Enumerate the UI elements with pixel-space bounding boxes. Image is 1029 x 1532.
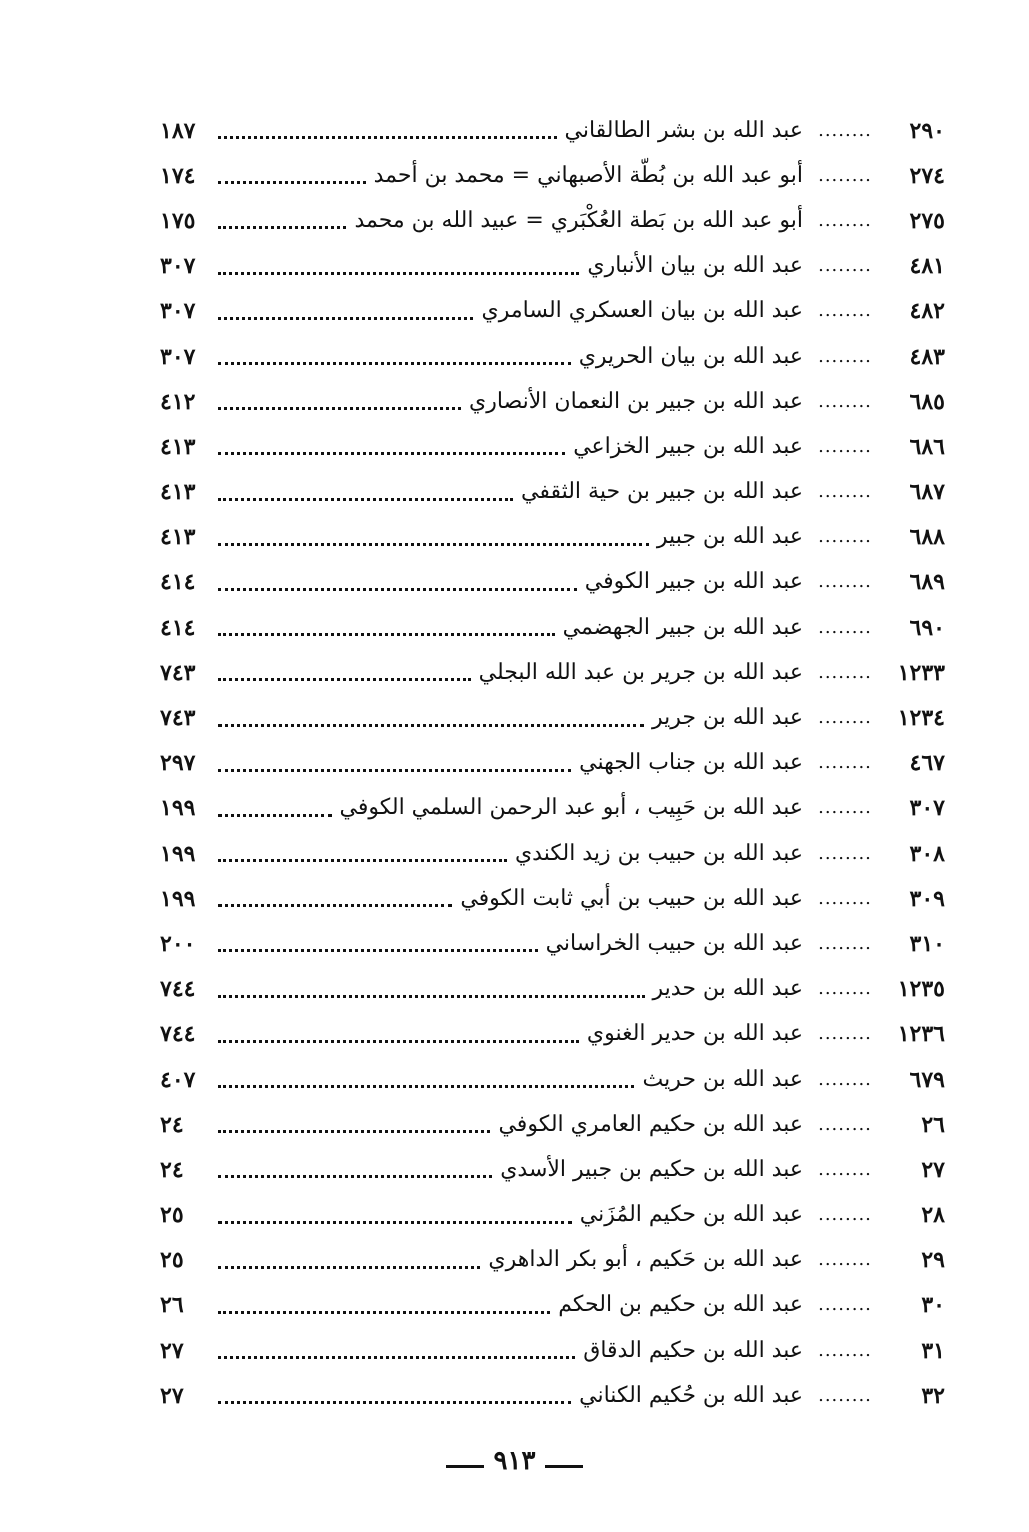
index-entry bbox=[160, 876, 945, 921]
index-entry bbox=[160, 1373, 945, 1418]
leader-dots: ........ bbox=[818, 618, 872, 637]
entry-page-number: ٢٠٠ bbox=[160, 930, 196, 957]
entry-page-number: ٤١٣ bbox=[160, 524, 196, 551]
entry-name: عبد الله بن جرير بن عبد الله البجلي bbox=[478, 659, 803, 685]
entry-number: ٢٧٥ bbox=[909, 207, 945, 234]
dot-leader-fill bbox=[218, 136, 557, 139]
entry-name: عبد الله بن حَكيم ، أبو بكر الداهري bbox=[488, 1247, 803, 1273]
entry-name: عبد الله بن بيان الحريري bbox=[578, 343, 803, 369]
index-entry bbox=[160, 1102, 945, 1147]
index-entry bbox=[160, 198, 945, 243]
leader-dots: ........ bbox=[818, 709, 872, 728]
leader-dots: ........ bbox=[818, 1115, 872, 1134]
leader-dots: ........ bbox=[818, 121, 872, 140]
entry-page-number: ٤٠٧ bbox=[160, 1066, 196, 1093]
index-entry bbox=[160, 650, 945, 695]
dot-leader-fill bbox=[218, 904, 452, 907]
entry-number: ٢٧٤ bbox=[909, 162, 945, 189]
index-entry bbox=[160, 379, 945, 424]
entry-name: عبد الله بن حبيب بن زيد الكندي bbox=[514, 840, 803, 866]
folio-number: ٩١٣ bbox=[493, 1446, 536, 1476]
entry-number: ٦٨٩ bbox=[909, 569, 945, 596]
entry-name: عبد الله بن حبيب الخراساني bbox=[545, 930, 803, 956]
dot-leader-fill bbox=[218, 317, 473, 320]
entry-page-number: ٢٤ bbox=[160, 1156, 184, 1183]
entry-name: عبد الله بن حكيم العامري الكوفي bbox=[498, 1111, 803, 1137]
entry-number: ١٢٣٤ bbox=[897, 705, 945, 732]
entry-page-number: ١٩٩ bbox=[160, 795, 196, 822]
entry-page-number: ٢٦ bbox=[160, 1292, 184, 1319]
entry-page-number: ٢٩٧ bbox=[160, 750, 196, 777]
leader-dots: ........ bbox=[818, 889, 872, 908]
leader-dots: ........ bbox=[818, 1386, 872, 1405]
entry-name: عبد الله بن حبيب بن أبي ثابت الكوفي bbox=[460, 885, 803, 911]
leader-dots: ........ bbox=[818, 799, 872, 818]
entry-name: عبد الله بن حريث bbox=[642, 1066, 803, 1092]
entry-number: ٢٦ bbox=[921, 1111, 945, 1138]
entry-page-number: ٤١٢ bbox=[160, 388, 196, 415]
leader-dots: ........ bbox=[818, 528, 872, 547]
entry-page-number: ٢٥ bbox=[160, 1202, 184, 1229]
entry-page-number: ٤١٣ bbox=[160, 479, 196, 506]
dot-leader-fill bbox=[218, 452, 565, 455]
entry-name: عبد الله بن حدير الغنوي bbox=[586, 1021, 803, 1047]
dot-leader-fill bbox=[218, 498, 513, 501]
entry-page-number: ١٨٧ bbox=[160, 117, 196, 144]
leader-dots: ........ bbox=[818, 980, 872, 999]
entry-name: عبد الله بن جبير الكوفي bbox=[584, 569, 803, 595]
dot-leader-fill bbox=[218, 859, 507, 862]
dot-leader-fill bbox=[218, 633, 555, 636]
entry-name: عبد الله بن حكيم بن الحكم bbox=[558, 1292, 803, 1318]
entry-page-number: ٧٤٤ bbox=[160, 976, 196, 1003]
entry-number: ٢٧ bbox=[921, 1156, 945, 1183]
dot-leader-fill bbox=[218, 1221, 572, 1224]
page-folio bbox=[0, 1446, 1029, 1476]
dot-leader-fill bbox=[218, 181, 366, 184]
entry-number: ٦٨٧ bbox=[909, 479, 945, 506]
entry-name: أبو عبد الله بن بَطة العُكْبَري = عبيد الله بن محمد bbox=[354, 207, 803, 233]
index-entry bbox=[160, 560, 945, 605]
dot-leader-fill bbox=[218, 769, 571, 772]
index-entry bbox=[160, 741, 945, 786]
dot-leader-fill bbox=[218, 814, 332, 817]
dot-leader-fill bbox=[218, 949, 538, 952]
entry-number: ٦٨٦ bbox=[909, 433, 945, 460]
entry-name: عبد الله بن حكيم بن جبير الأسدي bbox=[500, 1156, 803, 1182]
entry-number: ٤٨١ bbox=[909, 253, 945, 280]
entry-name: عبد الله بن جبير بن حية الثقفي bbox=[520, 479, 803, 505]
index-entry bbox=[160, 1057, 945, 1102]
leader-dots: ........ bbox=[818, 1341, 872, 1360]
entry-number: ٦٧٩ bbox=[909, 1066, 945, 1093]
folio-dash-left bbox=[545, 1465, 583, 1468]
dot-leader-fill bbox=[218, 1311, 550, 1314]
leader-dots: ........ bbox=[818, 1025, 872, 1044]
entry-page-number: ١٩٩ bbox=[160, 840, 196, 867]
index-entry bbox=[160, 695, 945, 740]
leader-dots: ........ bbox=[818, 754, 872, 773]
index-entry bbox=[160, 1328, 945, 1373]
index-entry bbox=[160, 605, 945, 650]
index-entry bbox=[160, 108, 945, 153]
entry-name: عبد الله بن حُكيم الكناني bbox=[579, 1382, 803, 1408]
entry-page-number: ١٧٤ bbox=[160, 162, 196, 189]
entry-page-number: ٧٤٣ bbox=[160, 705, 196, 732]
index-entry bbox=[160, 515, 945, 560]
entry-page-number: ١٧٥ bbox=[160, 207, 196, 234]
leader-dots: ........ bbox=[818, 302, 872, 321]
entry-name: عبد الله بن بيان الأنباري bbox=[587, 253, 803, 279]
entry-page-number: ٧٤٣ bbox=[160, 659, 196, 686]
entry-page-number: ١٩٩ bbox=[160, 885, 196, 912]
dot-leader-fill bbox=[218, 678, 471, 681]
entry-page-number: ٢٧ bbox=[160, 1337, 184, 1364]
leader-dots: ........ bbox=[818, 257, 872, 276]
entry-name: عبد الله بن بيان العسكري السامري bbox=[481, 298, 803, 324]
entry-page-number: ٢٥ bbox=[160, 1247, 184, 1274]
index-entry bbox=[160, 786, 945, 831]
entry-name: عبد الله بن جرير bbox=[651, 705, 803, 731]
leader-dots: ........ bbox=[818, 844, 872, 863]
entry-page-number: ٤١٤ bbox=[160, 569, 196, 596]
index-entry bbox=[160, 153, 945, 198]
entry-name: عبد الله بن جبير الجهضمي bbox=[562, 614, 803, 640]
entry-number: ٦٨٨ bbox=[909, 524, 945, 551]
entry-name: عبد الله بن حَبِيب ، أبو عبد الرحمن السلمي الكوفي bbox=[339, 795, 803, 821]
entry-number: ٣٠ bbox=[921, 1292, 945, 1319]
leader-dots: ........ bbox=[818, 1206, 872, 1225]
entry-page-number: ٢٤ bbox=[160, 1111, 184, 1138]
dot-leader-fill bbox=[218, 1085, 634, 1088]
dot-leader-fill bbox=[218, 226, 346, 229]
leader-dots: ........ bbox=[818, 483, 872, 502]
entry-page-number: ٣٠٧ bbox=[160, 253, 196, 280]
index-entry bbox=[160, 1193, 945, 1238]
index-entry bbox=[160, 921, 945, 966]
entry-number: ٢٨ bbox=[921, 1202, 945, 1229]
leader-dots: ........ bbox=[818, 573, 872, 592]
entry-page-number: ٤١٤ bbox=[160, 614, 196, 641]
entry-name: عبد الله بن حدير bbox=[652, 976, 803, 1002]
leader-dots: ........ bbox=[818, 211, 872, 230]
index-entry bbox=[160, 1147, 945, 1192]
index-list bbox=[160, 108, 945, 1418]
index-entry bbox=[160, 334, 945, 379]
dot-leader-fill bbox=[218, 1401, 571, 1404]
entry-number: ١٢٣٣ bbox=[897, 659, 945, 686]
index-entry bbox=[160, 1238, 945, 1283]
entry-number: ٤٦٧ bbox=[909, 750, 945, 777]
leader-dots: ........ bbox=[818, 347, 872, 366]
entry-number: ٢٩٠ bbox=[909, 117, 945, 144]
entry-name: عبد الله بن بشر الطالقاني bbox=[564, 117, 803, 143]
dot-leader-fill bbox=[218, 724, 644, 727]
entry-number: ٣٠٨ bbox=[909, 840, 945, 867]
dot-leader-fill bbox=[218, 407, 461, 410]
dot-leader-fill bbox=[218, 1040, 579, 1043]
dot-leader-fill bbox=[218, 272, 579, 275]
index-entry bbox=[160, 1283, 945, 1328]
entry-page-number: ٧٤٤ bbox=[160, 1021, 196, 1048]
index-entry bbox=[160, 967, 945, 1012]
entry-name: عبد الله بن جبير الخزاعي bbox=[573, 433, 803, 459]
index-entry bbox=[160, 1012, 945, 1057]
folio-dash-right bbox=[446, 1465, 484, 1468]
leader-dots: ........ bbox=[818, 1296, 872, 1315]
entry-number: ٣١ bbox=[921, 1337, 945, 1364]
entry-page-number: ٢٧ bbox=[160, 1382, 184, 1409]
entry-name: عبد الله بن جبير بن النعمان الأنصاري bbox=[469, 388, 803, 414]
entry-number: ٤٨٢ bbox=[909, 298, 945, 325]
entry-page-number: ٣٠٧ bbox=[160, 343, 196, 370]
entry-page-number: ٤١٣ bbox=[160, 433, 196, 460]
entry-name: عبد الله بن جناب الجهني bbox=[579, 750, 803, 776]
leader-dots: ........ bbox=[818, 437, 872, 456]
leader-dots: ........ bbox=[818, 1251, 872, 1270]
leader-dots: ........ bbox=[818, 1160, 872, 1179]
dot-leader-fill bbox=[218, 1130, 490, 1133]
entry-name: عبد الله بن حكيم المُزَني bbox=[579, 1202, 803, 1228]
entry-number: ٦٨٥ bbox=[909, 388, 945, 415]
entry-name: عبد الله بن حكيم الدقاق bbox=[583, 1337, 803, 1363]
leader-dots: ........ bbox=[818, 1070, 872, 1089]
entry-number: ٣٠٧ bbox=[909, 795, 945, 822]
entry-number: ٦٩٠ bbox=[909, 614, 945, 641]
leader-dots: ........ bbox=[818, 663, 872, 682]
index-entry bbox=[160, 289, 945, 334]
dot-leader-fill bbox=[218, 362, 571, 365]
dot-leader-fill bbox=[218, 1266, 480, 1269]
dot-leader-fill bbox=[218, 588, 577, 591]
dot-leader-fill bbox=[218, 1175, 492, 1178]
entry-number: ٣٠٩ bbox=[909, 885, 945, 912]
index-entry bbox=[160, 424, 945, 469]
index-entry bbox=[160, 470, 945, 515]
leader-dots: ........ bbox=[818, 392, 872, 411]
dot-leader-fill bbox=[218, 543, 649, 546]
leader-dots: ........ bbox=[818, 934, 872, 953]
entry-number: ١٢٣٦ bbox=[897, 1021, 945, 1048]
entry-number: ٢٩ bbox=[921, 1247, 945, 1274]
entry-number: ٤٨٣ bbox=[909, 343, 945, 370]
entry-name: أبو عبد الله بن بُطّة الأصبهاني = محمد بن أحمد bbox=[373, 162, 803, 188]
leader-dots: ........ bbox=[818, 166, 872, 185]
entry-page-number: ٣٠٧ bbox=[160, 298, 196, 325]
index-entry bbox=[160, 244, 945, 289]
entry-number: ١٢٣٥ bbox=[897, 976, 945, 1003]
dot-leader-fill bbox=[218, 1356, 575, 1359]
entry-name: عبد الله بن جبير bbox=[656, 524, 803, 550]
dot-leader-fill bbox=[218, 995, 645, 998]
index-entry bbox=[160, 831, 945, 876]
entry-number: ٣١٠ bbox=[909, 930, 945, 957]
entry-number: ٣٢ bbox=[921, 1382, 945, 1409]
